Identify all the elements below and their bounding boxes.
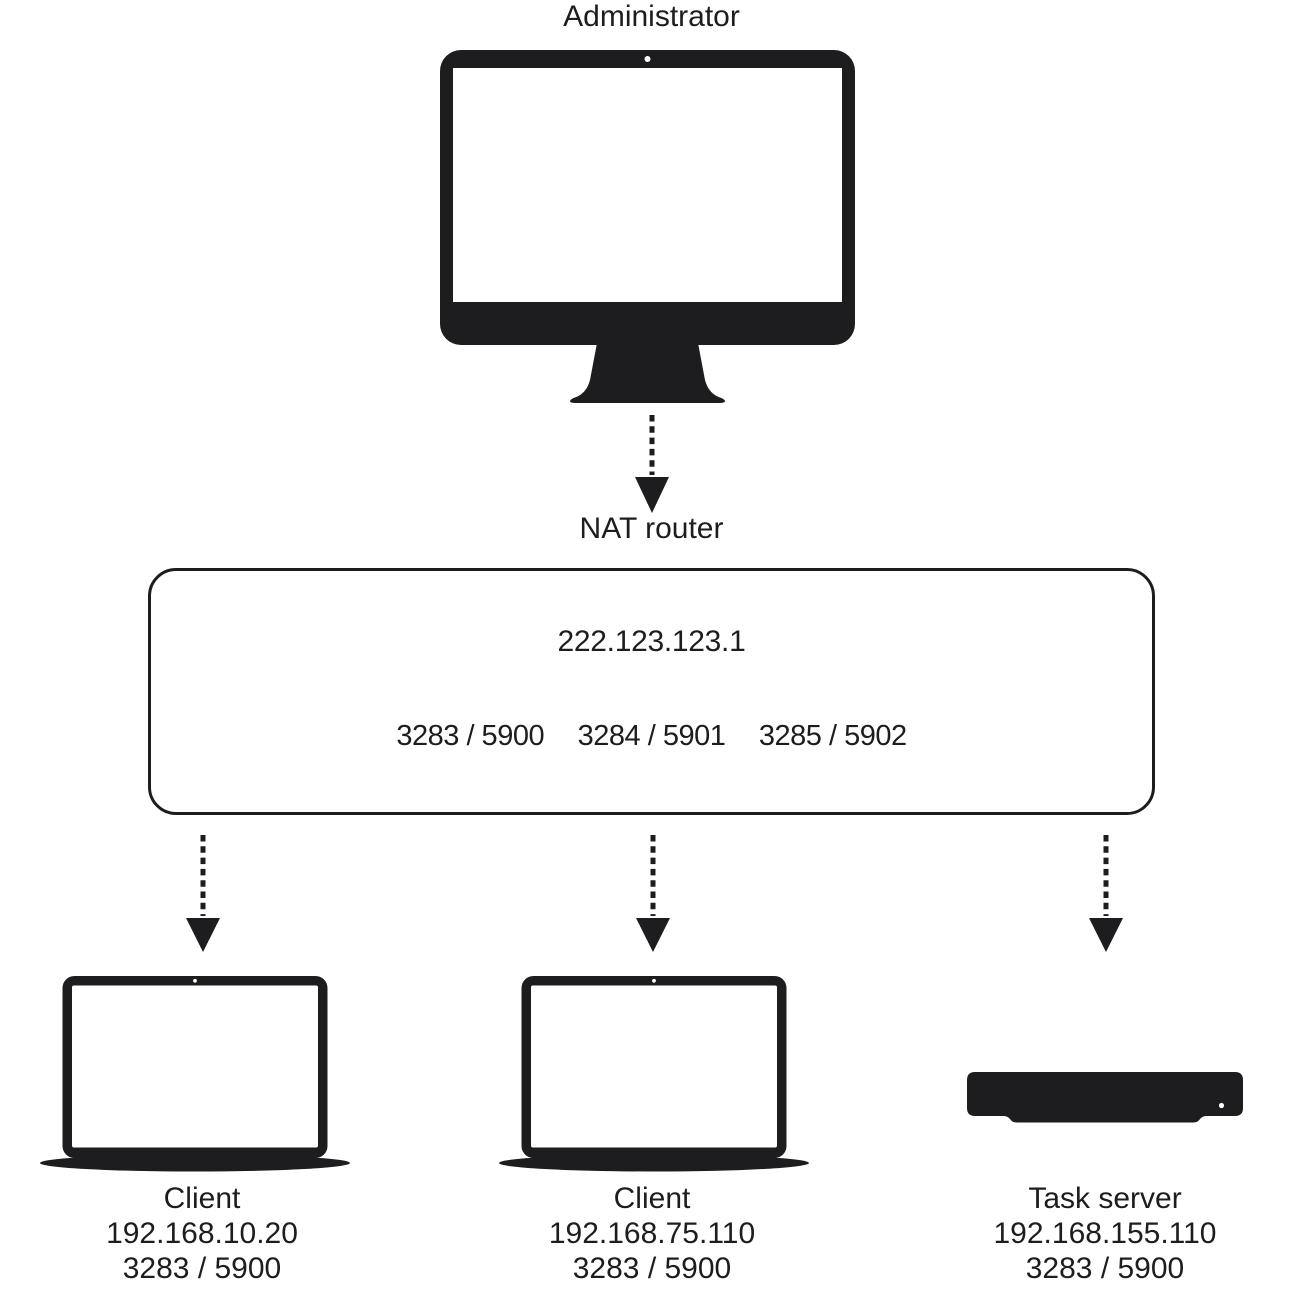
- laptop-icon: [499, 976, 809, 1172]
- router-to-client2-arrow-icon: [632, 833, 674, 952]
- device-ip-value: 192.168.155.110: [993, 1217, 1217, 1250]
- nat-router-box: [148, 568, 1155, 815]
- router-to-taskserver-arrow-icon: [1085, 833, 1127, 952]
- device-ports-value: 3283 / 5900: [122, 1252, 282, 1285]
- port-mapping-value: 3284 / 5901: [577, 720, 726, 752]
- device-name-label: Client: [613, 1182, 691, 1215]
- administrator-label: Administrator: [563, 0, 740, 33]
- device-ports-value: 3283 / 5900: [1025, 1252, 1185, 1285]
- device-label-block: [502, 1181, 802, 1286]
- port-mapping-value: 3283 / 5900: [396, 720, 545, 752]
- desktop-computer-icon: [440, 50, 855, 405]
- device-name-label: Client: [163, 1182, 241, 1215]
- router-to-client1-arrow-icon: [182, 833, 224, 952]
- device-label-block: [52, 1181, 352, 1286]
- device-ip-value: 192.168.10.20: [106, 1217, 298, 1250]
- port-mappings-row: [151, 718, 1152, 754]
- public-ip-value: 222.123.123.1: [557, 625, 746, 658]
- admin-to-router-arrow-icon: [631, 413, 673, 513]
- device-ports-value: 3283 / 5900: [572, 1252, 732, 1285]
- laptop-icon: [40, 976, 350, 1172]
- mac-mini-icon: [967, 1072, 1243, 1124]
- port-mapping-value: 3285 / 5902: [758, 720, 907, 752]
- nat-router-label: NAT router: [579, 512, 724, 545]
- device-name-label: Task server: [1028, 1182, 1182, 1215]
- device-label-block: [955, 1181, 1255, 1286]
- device-ip-value: 192.168.75.110: [548, 1217, 756, 1250]
